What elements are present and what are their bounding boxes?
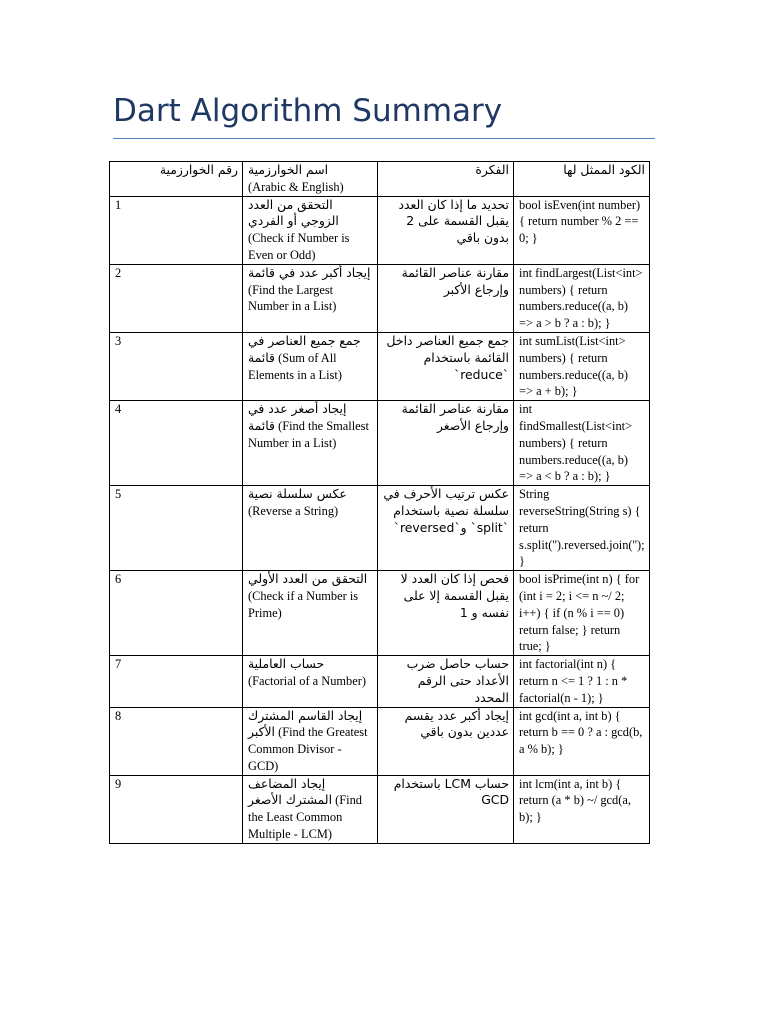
cell-code — [514, 264, 650, 332]
cell-code — [514, 707, 650, 775]
cell-name — [243, 775, 378, 843]
cell-idea — [378, 656, 514, 707]
algorithm-idea: جمع جميع العناصر داخل القائمة باستخدام `reduce` — [386, 332, 509, 382]
algorithm-number: 9 — [115, 776, 122, 791]
algorithm-name-en: (Find the Greatest Common Divisor - GCD) — [248, 725, 368, 773]
table-row — [110, 196, 650, 264]
algorithm-number: 7 — [115, 657, 122, 672]
cell-code — [514, 775, 650, 843]
algorithm-name-en: (Check if Number is Even or Odd) — [248, 231, 350, 262]
table-row — [110, 401, 650, 486]
algorithm-number: 3 — [115, 333, 122, 348]
table-row — [110, 656, 650, 707]
algorithm-name-en: (Find the Largest Number in a List) — [248, 282, 337, 314]
header-name-en-label: (Arabic & English) — [248, 179, 344, 194]
cell-code — [514, 656, 650, 707]
cell-number — [110, 707, 243, 775]
cell-number — [110, 486, 243, 571]
cell-name — [243, 486, 378, 571]
algorithm-idea: إيجاد أكبر عدد يقسم عددين بدون باقي — [404, 707, 509, 740]
cell-number — [110, 775, 243, 843]
algorithm-name-en: (Reverse a String) — [248, 503, 339, 518]
table-row — [110, 264, 650, 332]
header-name — [243, 162, 378, 197]
algorithm-number: 6 — [115, 572, 122, 587]
algorithm-name-ar: عكس سلسلة نصية — [248, 486, 347, 502]
algorithm-code: int sumList(List<int> numbers) { return numbers.reduce((a, b) => a + b); } — [519, 333, 629, 399]
cell-idea — [378, 707, 514, 775]
algorithm-code: int factorial(int n) { return n <= 1 ? 1 : n * factorial(n - 1); } — [519, 657, 628, 705]
header-number-label: رقم الخوارزمية — [159, 162, 238, 177]
algorithm-idea: حساب حاصل ضرب الأعداد حتى الرقم المحدد — [406, 656, 509, 705]
header-idea — [378, 162, 514, 197]
algorithm-name-ar: إيجاد أكبر عدد في قائمة — [248, 264, 371, 280]
cell-idea — [378, 332, 514, 400]
cell-number — [110, 401, 243, 486]
algorithm-name-ar: حساب العاملية — [248, 656, 325, 672]
cell-name — [243, 656, 378, 707]
cell-idea — [378, 775, 514, 843]
cell-name — [243, 332, 378, 400]
algorithm-name-ar: إيجاد أصغر عدد في قائمة — [248, 401, 347, 433]
cell-idea — [378, 571, 514, 656]
algorithm-name-ar: إيجاد القاسم المشترك الأكبر — [248, 707, 363, 740]
algorithm-number: 8 — [115, 708, 122, 723]
header-code-label: الكود الممثل لها — [563, 162, 645, 177]
table-row — [110, 332, 650, 400]
cell-name — [243, 571, 378, 656]
cell-number — [110, 332, 243, 400]
header-code — [514, 162, 650, 197]
algorithm-code: bool isPrime(int n) { for (int i = 2; i <= n ~/ 2; i++) { if (n % i == 0) return false; } return true; } — [519, 572, 640, 654]
cell-code — [514, 332, 650, 400]
algorithm-name-en: (Factorial of a Number) — [248, 673, 367, 688]
algorithm-name-en: (Check if a Number is Prime) — [248, 588, 359, 620]
cell-name — [243, 264, 378, 332]
algorithm-number: 4 — [115, 402, 122, 417]
cell-code — [514, 571, 650, 656]
algorithm-code: int findSmallest(List<int> numbers) { return numbers.reduce((a, b) => a < b ? a : b); } — [519, 402, 633, 484]
algorithm-name-en: (Sum of All Elements in a List) — [248, 350, 342, 382]
algorithm-name-en: (Find the Least Common Multiple - LCM) — [248, 793, 362, 842]
cell-number — [110, 196, 243, 264]
cell-number — [110, 264, 243, 332]
title-divider — [113, 138, 655, 139]
cell-name — [243, 707, 378, 775]
cell-code — [514, 196, 650, 264]
algorithm-name-ar: التحقق من العدد الأولي — [248, 571, 368, 587]
algorithm-name-ar: التحقق من العدد الزوجي أو الفردي — [248, 196, 339, 229]
cell-idea — [378, 196, 514, 264]
cell-idea — [378, 486, 514, 571]
algorithm-name-en: (Find the Smallest Number in a List) — [248, 418, 369, 450]
algorithm-table-body — [110, 162, 650, 844]
table-row — [110, 707, 650, 775]
algorithm-idea: مقارنة عناصر القائمة وإرجاع الأصغر — [401, 401, 509, 433]
table-row — [110, 486, 650, 571]
algorithm-code: int lcm(int a, int b) { return (a * b) ~/ gcd(a, b); } — [519, 776, 631, 825]
algorithm-code: int gcd(int a, int b) { return b == 0 ? a : gcd(b, a % b); } — [519, 708, 643, 757]
cell-idea — [378, 401, 514, 486]
algorithm-idea: حساب LCM باستخدام GCD — [393, 775, 509, 808]
algorithm-table — [109, 161, 650, 844]
algorithm-idea: تحديد ما إذا كان العدد يقبل القسمة على 2 بدون باقي — [398, 196, 509, 246]
algorithm-idea: مقارنة عناصر القائمة وإرجاع الأكبر — [401, 264, 509, 297]
cell-number — [110, 571, 243, 656]
cell-idea — [378, 264, 514, 332]
table-row — [110, 571, 650, 656]
algorithm-code: int findLargest(List<int> numbers) { return numbers.reduce((a, b) => a > b ? a : b); } — [519, 265, 643, 331]
algorithm-number: 1 — [115, 197, 122, 212]
cell-code — [514, 486, 650, 571]
algorithm-idea: عكس ترتيب الأحرف في سلسلة نصية باستخدام `split` و`reversed` — [383, 486, 509, 535]
algorithm-code: bool isEven(int number) { return number % 2 == 0; } — [519, 197, 641, 246]
cell-name — [243, 401, 378, 486]
cell-number — [110, 656, 243, 707]
cell-name — [243, 196, 378, 264]
header-number — [110, 162, 243, 197]
algorithm-idea: فحص إذا كان العدد لا يقبل القسمة إلا على نفسه و 1 — [400, 571, 509, 620]
header-name-ar-label: اسم الخوارزمية — [248, 162, 329, 177]
algorithm-code: String reverseString(String s) { return s.split('').reversed.join(''); } — [519, 487, 645, 569]
algorithm-name-ar: إيجاد المضاعف المشترك الأصغر — [248, 775, 333, 808]
algorithm-number: 5 — [115, 487, 122, 502]
page-title: Dart Algorithm Summary — [113, 93, 503, 129]
algorithm-number: 2 — [115, 265, 122, 280]
header-idea-label: الفكرة — [475, 162, 509, 177]
table-row — [110, 775, 650, 843]
table-header-row — [110, 162, 650, 197]
cell-code — [514, 401, 650, 486]
algorithm-name-ar: جمع جميع العناصر في قائمة — [248, 332, 361, 365]
